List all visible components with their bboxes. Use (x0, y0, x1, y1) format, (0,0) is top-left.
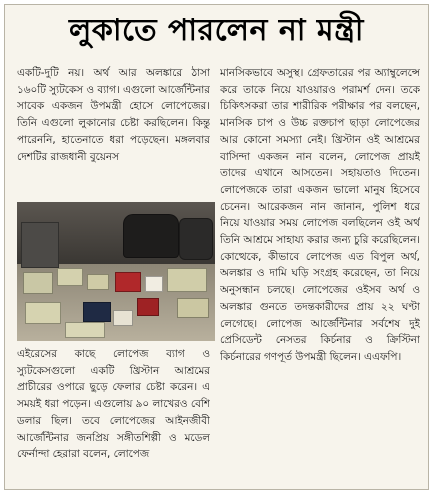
photo-bag (179, 218, 213, 260)
photo-watch-box (83, 302, 111, 322)
photo-watch-box-red (115, 272, 141, 292)
photo-black-bag (123, 214, 179, 258)
photo-cash-stack (23, 272, 53, 294)
photo-watch-box-red (137, 298, 159, 316)
article-column-right (220, 65, 420, 485)
article-column-left-bottom (17, 346, 210, 486)
photo-watch-box (145, 276, 163, 292)
article-column-left-top (17, 65, 210, 199)
photo-cash-stack (65, 322, 105, 338)
headline: লুকাতে পারলেন না মন্ত্রী (69, 13, 364, 48)
photo-cash-stack (177, 298, 209, 318)
photo-suitcase (21, 222, 59, 268)
evidence-photo (17, 202, 215, 341)
photo-cash-stack (87, 274, 109, 290)
paragraph-left-bottom: এইরেসের কাছে লোপেজ ব্যাগ ও স্যুটকেসগুলো একটি খ্রিস্টান আশ্রমের প্রাচীরের ওপারে ছুড়ে ফেলার চেষ্টা করেন। এ সময়ই ধরা পড়েন। এগুলোয় ৯০ লাখেরও বেশি ডলার ছিল। তবে লোপেজের আইনজীবী আর্জেন্টিনার জনপ্রিয় সঙ্গীতশিল্পী ও মডেল ফের্নান্দা হেরারা বলেন, লোপেজ (17, 348, 210, 461)
photo-cash-stack (167, 268, 207, 292)
photo-watch-box (113, 310, 133, 326)
photo-cash-stack (57, 268, 83, 286)
newspaper-clipping (4, 4, 429, 490)
photo-cash-stack (25, 302, 61, 324)
paragraph-right: মানসিকভাবে অসুস্থ। গ্রেফতারের পর অ্যাম্বুলেন্সে করে তাকে নিয়ে যাওয়ারও পরামর্শ দেন। তকে চিকিৎসকরা তার শারীরিক পরীক্ষার পর বলছেন, মানসিক চাপ ও উচ্চ রক্তচাপ ছাড়া লোপেজের আর কোনো সমস্যা নেই। খ্রিস্টান ওই আশ্রমের বাসিন্দা একজন নান বলেন, লোপেজ প্রায়ই তাদের এখানে আসতেন। সহায়তাও দিতেন। লোপেজকে তারা একজন ভালো মানুষ হিসেবে চেনেন। আরেকজন নান জানান, পুলিশ ধরে নিয়ে যাওয়ার সময় লোপেজ বলছিলেন ওই অর্থ তিনি আশ্রমে সাহায্য করার জন্য চুরি করেছিলেন। কোত্থেকে, কীভাবে লোপেজ এত বিপুল অর্থ, অলঙ্কার ও দামি ঘড়ি সংগ্রহ করেছেন, তা নিয়ে অনুসন্ধান চলছে। লোপেজের ওইসব অর্থ ও অলঙ্কার গুনতে তদন্তকারীদের প্রায় ২২ ঘণ্টা লেগেছে। লোপেজ আর্জেন্টিনার সর্বশেষ দুই প্রেসিডেন্ট নেসতর কির্চনার ও ক্রিস্টিনা কির্চনারের গণপূর্ত উপমন্ত্রী ছিলেন। এএফপি। (220, 67, 420, 363)
paragraph-left-top: একটি-দুটি নয়। অর্থ আর অলঙ্কারে ঠাসা ১৬০টি স্যুটকেস ও ব্যাগ। এগুলো আর্জেন্টিনার সাবেক একজন উপমন্ত্রী হোসে লোপেজের। তিনি এগুলো লুকানোর চেষ্টা করছিলেন। কিন্তু পারেননি, হাতেনাতে ধরা পড়েছেন। মঙ্গলবার দেশটির রাজধানী বুয়েনস (17, 67, 210, 163)
